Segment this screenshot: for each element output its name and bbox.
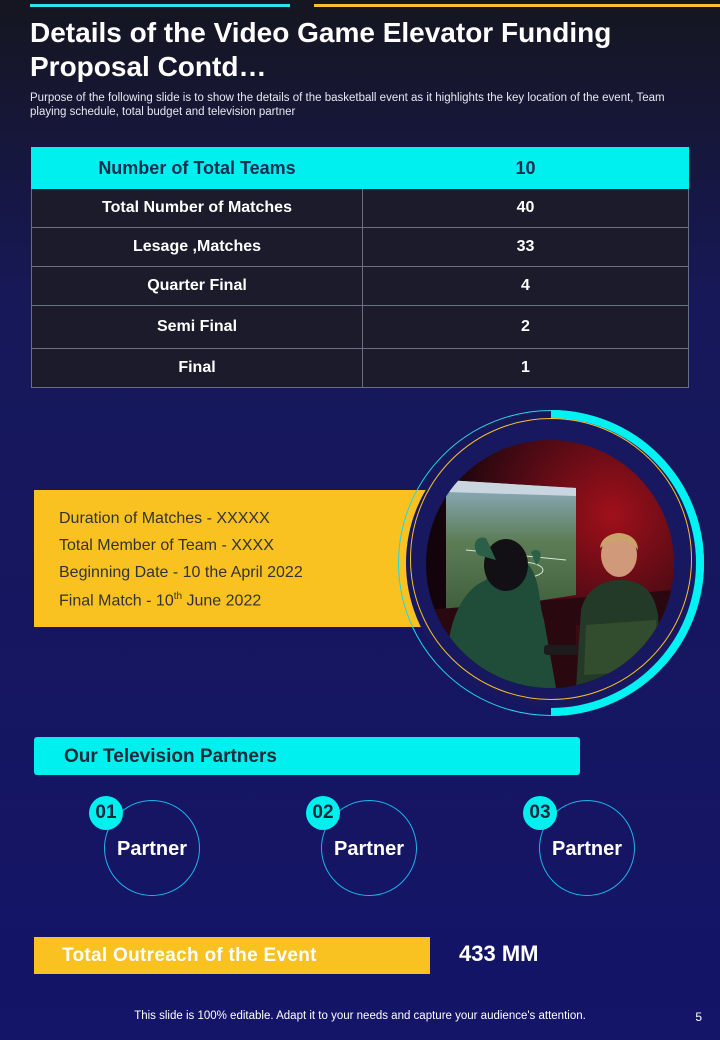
page-title: Details of the Video Game Elevator Funding Proposal Contd… xyxy=(30,17,612,82)
duration-text: Duration of Matches - XXXXX xyxy=(59,510,270,527)
beginning-date-text: Beginning Date - 10 the April 2022 xyxy=(59,564,303,581)
table-row xyxy=(32,267,689,306)
final-match-prefix: Final Match - 10 xyxy=(59,592,174,610)
table-cell-value: 1 xyxy=(363,349,689,388)
partner-label: Partner xyxy=(116,838,188,860)
table-header-value: 10 xyxy=(363,148,689,189)
final-match-text xyxy=(59,591,261,610)
table-cell-value: 40 xyxy=(363,189,689,228)
stats-table xyxy=(31,147,689,388)
event-details-box xyxy=(34,490,444,627)
table-cell-label: Lesage ,Matches xyxy=(32,228,363,267)
tv-partners-heading: Our Television Partners xyxy=(64,746,277,767)
partner-number-badge: 01 xyxy=(89,796,123,830)
gamers-photo xyxy=(426,440,674,688)
page-number: 5 xyxy=(695,1010,702,1024)
table-cell-label: Semi Final xyxy=(32,306,363,349)
partner-number-badge: 03 xyxy=(523,796,557,830)
table-cell-value: 2 xyxy=(363,306,689,349)
partner-label: Partner xyxy=(551,838,623,860)
table-cell-label: Final xyxy=(32,349,363,388)
table-row xyxy=(32,189,689,228)
table-cell-label: Quarter Final xyxy=(32,267,363,306)
outreach-bar xyxy=(34,937,430,974)
outreach-label: Total Outreach of the Event xyxy=(62,945,317,966)
partner-number-badge: 02 xyxy=(306,796,340,830)
table-cell-value: 4 xyxy=(363,267,689,306)
table-cell-label: Total Number of Matches xyxy=(32,189,363,228)
table-header-row xyxy=(32,148,689,189)
table-cell-value: 33 xyxy=(363,228,689,267)
table-row xyxy=(32,349,689,388)
table-header-label: Number of Total Teams xyxy=(32,148,363,189)
final-match-suffix: June 2022 xyxy=(182,592,262,610)
final-match-sup: th xyxy=(173,591,183,602)
table-row xyxy=(32,228,689,267)
team-members-text: Total Member of Team - XXXX xyxy=(59,537,274,554)
page-subtitle: Purpose of the following slide is to show the details of the basketball event as it highlights the key location of the event, Team playing schedule, total budget and television partner xyxy=(30,92,665,118)
footer-text: This slide is 100% editable. Adapt it to your needs and capture your audience's attention. xyxy=(134,1010,586,1022)
table-row xyxy=(32,306,689,349)
outreach-value: 433 MM xyxy=(459,941,539,966)
top-accent-bar xyxy=(30,4,720,7)
tv-partners-bar xyxy=(34,737,580,775)
partner-label: Partner xyxy=(333,838,405,860)
photo-frame xyxy=(398,410,704,716)
